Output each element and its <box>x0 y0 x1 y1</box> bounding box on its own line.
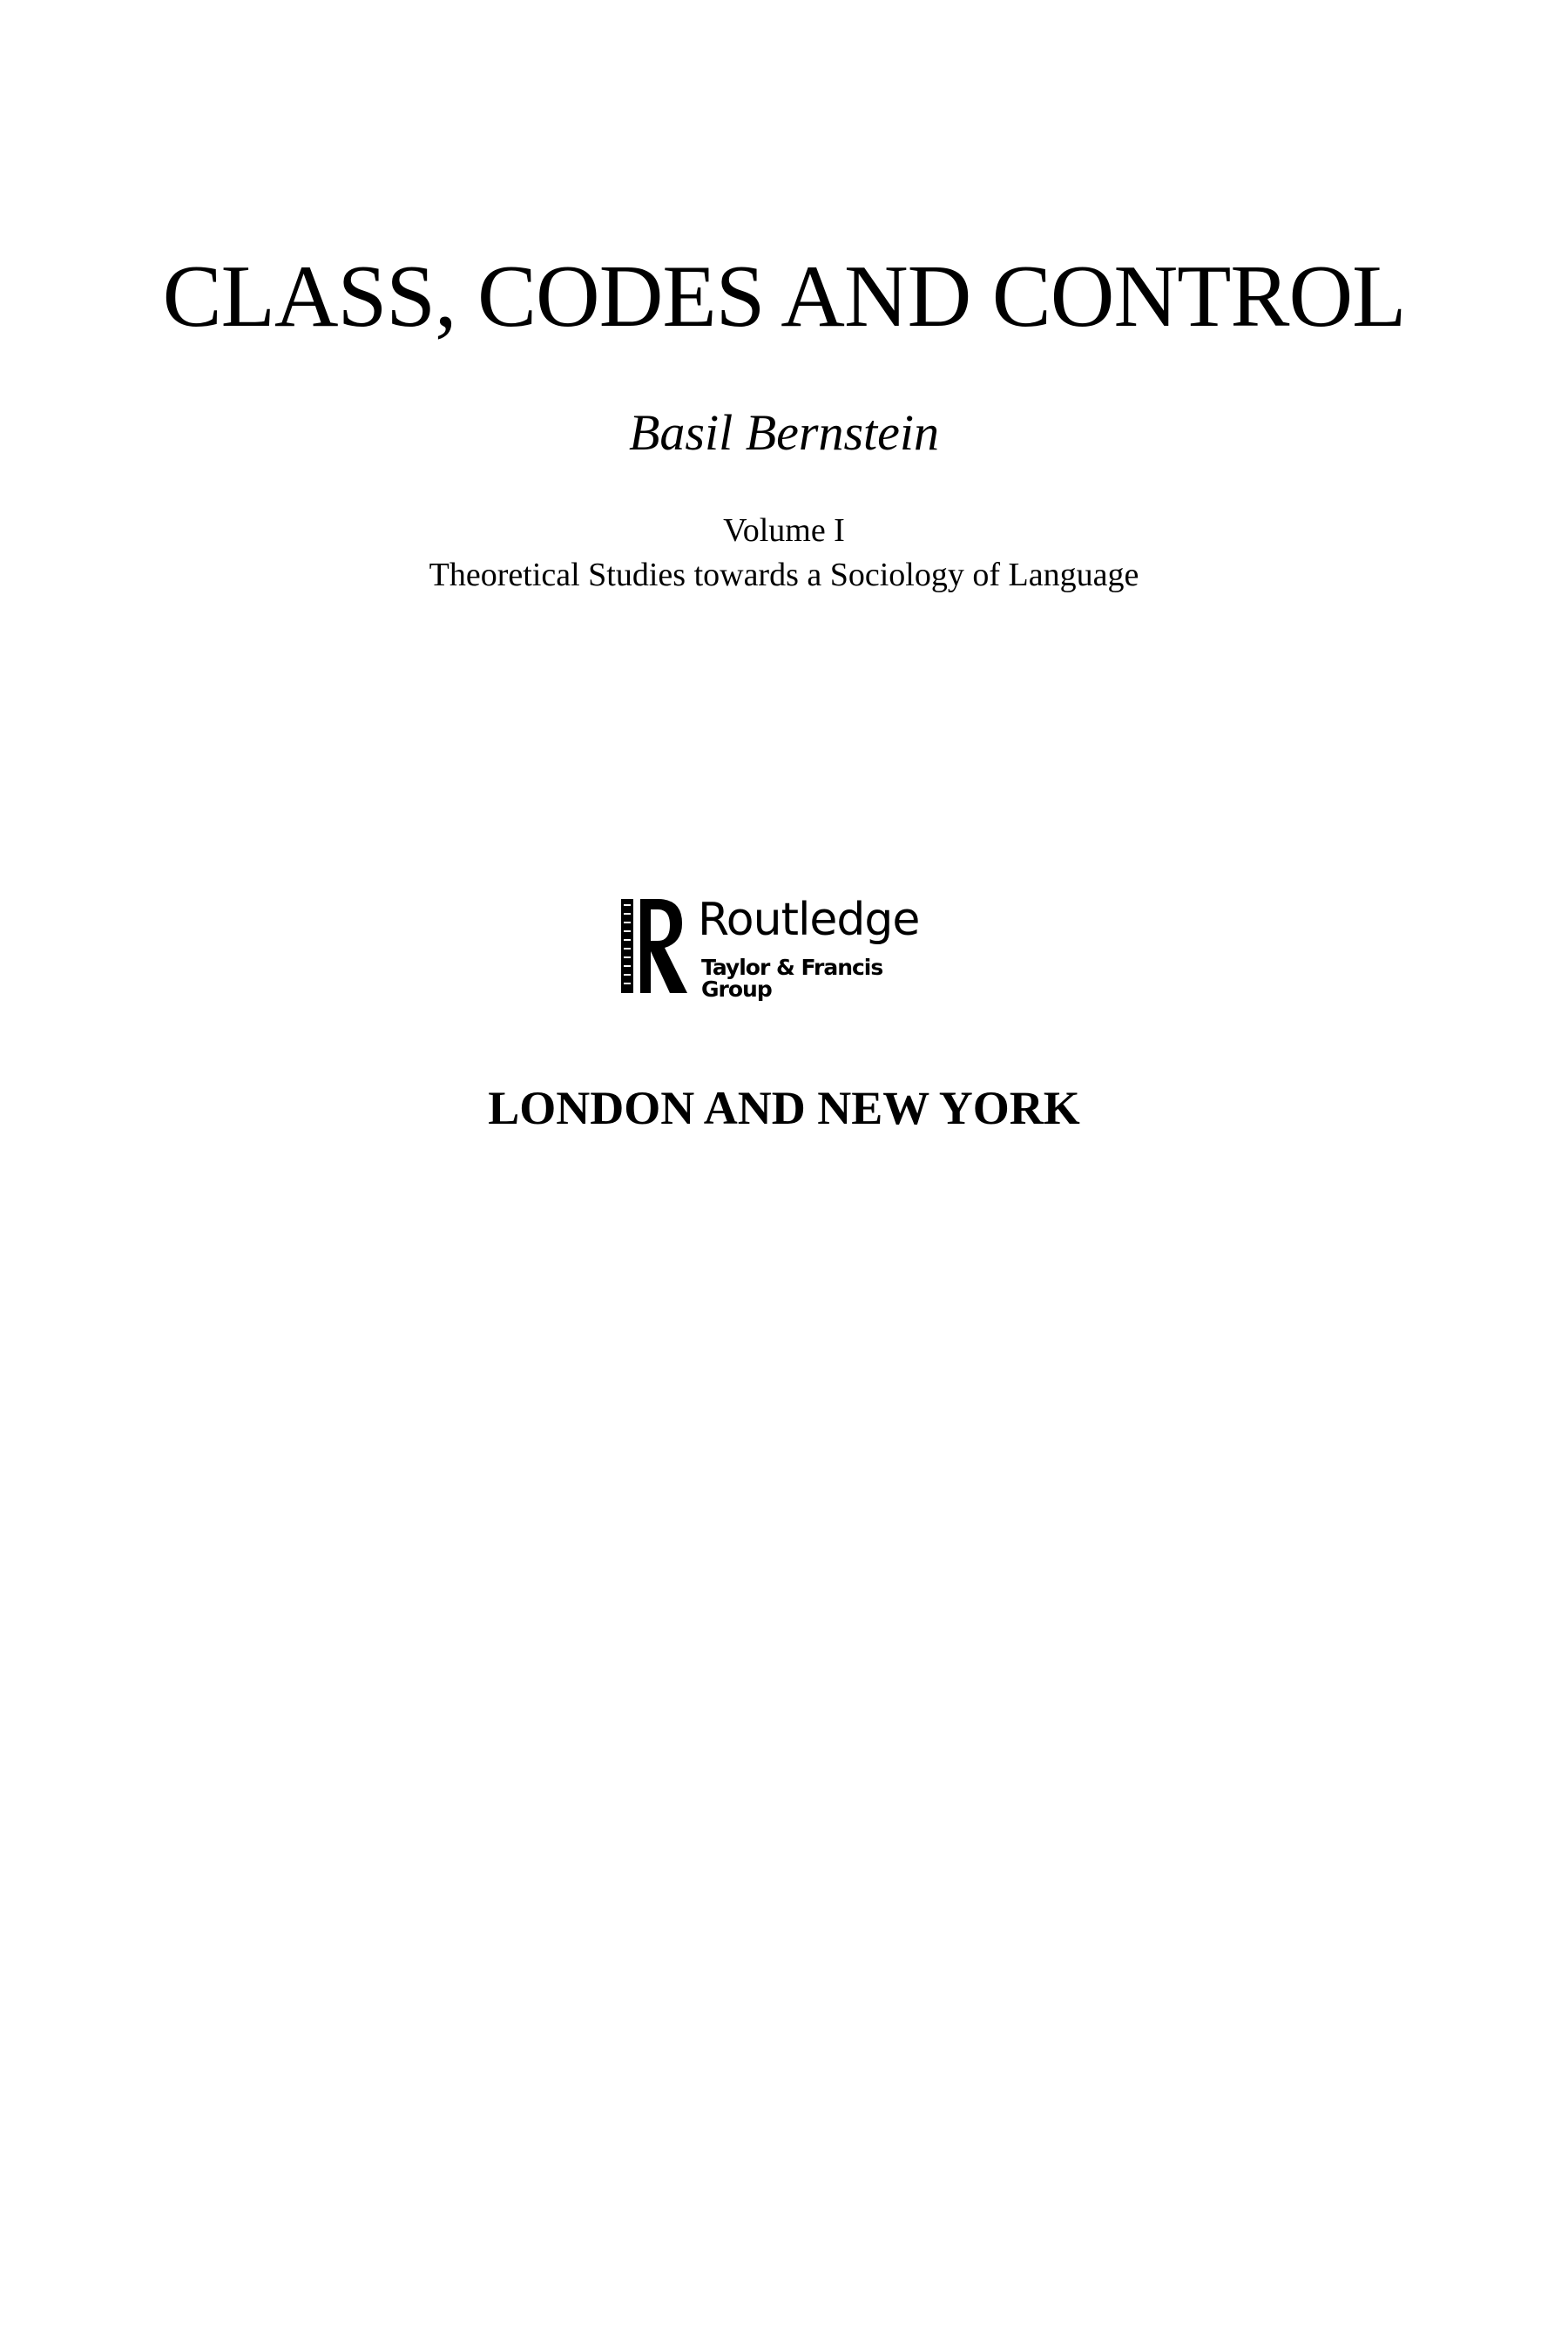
routledge-logo-icon <box>621 897 691 995</box>
publisher-name: Routledge <box>698 894 920 946</box>
publication-place: LONDON AND NEW YORK <box>488 1082 1080 1134</box>
volume-label: Volume I <box>723 512 845 549</box>
book-title: CLASS, CODES AND CONTROL <box>162 247 1406 346</box>
publisher-group: Taylor & Francis Group <box>701 955 883 1002</box>
book-author: Basil Bernstein <box>628 404 939 461</box>
book-subtitle: Theoretical Studies towards a Sociology of Language <box>429 557 1139 593</box>
publisher-logo <box>621 894 952 1002</box>
